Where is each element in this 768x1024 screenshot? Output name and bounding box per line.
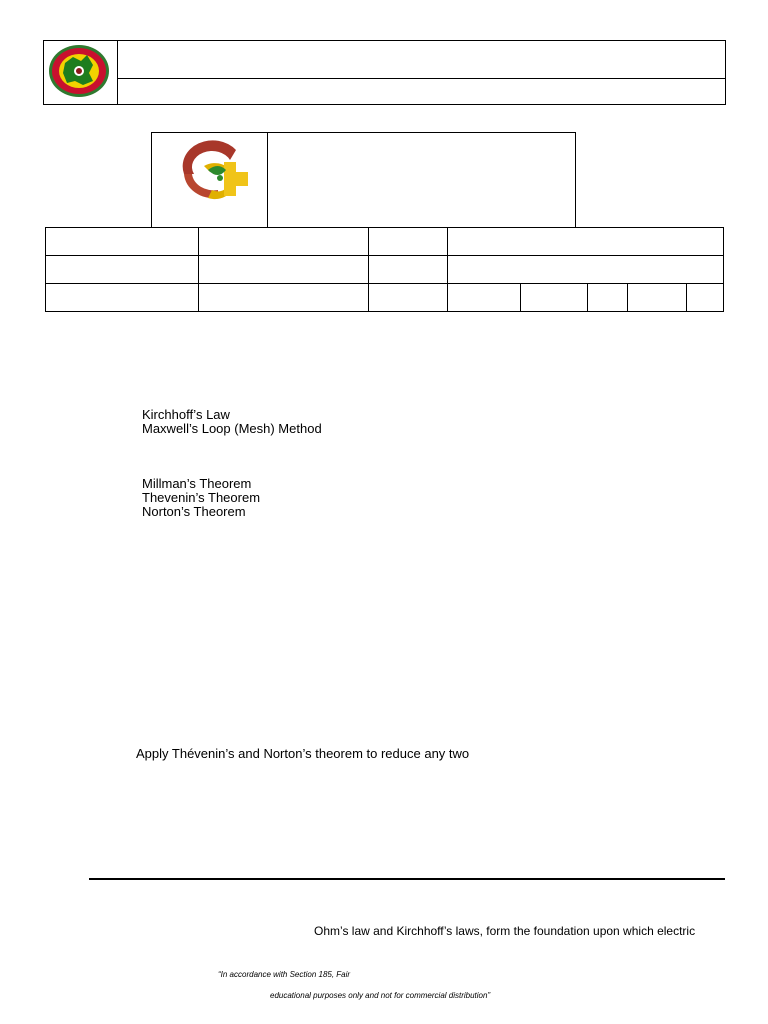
info-table-col-4 [520, 283, 521, 312]
header-divider [117, 40, 118, 105]
section-rule [89, 878, 725, 880]
info-table-row-1 [45, 255, 724, 256]
topic-kirchhoff: Kirchhoff’s Law [142, 407, 230, 422]
info-table [45, 227, 724, 312]
topic-thevenin: Thevenin’s Theorem [142, 490, 261, 505]
college-logo [178, 140, 268, 204]
intro-text: Ohm’s law and Kirchhoff’s laws, form the foundation upon which electric [314, 924, 696, 938]
footer-line-2: educational purposes only and not for commercial distribution” [270, 991, 491, 1000]
topic-maxwell: Maxwell’s Loop (Mesh) Method [142, 421, 322, 436]
info-table-col-7 [686, 283, 687, 312]
topic-millman: Millman’s Theorem [142, 476, 252, 491]
footer-line-1: “In accordance with Section 185, Fair [218, 970, 351, 979]
header-table [43, 40, 726, 105]
info-table-col-2 [368, 227, 369, 312]
objective-text: Apply Thévenin’s and Norton’s theorem to reduce any two [136, 746, 470, 761]
info-table-col-6 [627, 283, 628, 312]
university-seal-logo [47, 43, 111, 99]
info-table-col-1 [198, 227, 199, 312]
info-table-col-5 [587, 283, 588, 312]
topic-norton: Norton’s Theorem [142, 504, 246, 519]
header-row-divider [117, 78, 726, 79]
info-table-row-2 [45, 283, 724, 284]
info-table-col-3 [447, 227, 448, 312]
